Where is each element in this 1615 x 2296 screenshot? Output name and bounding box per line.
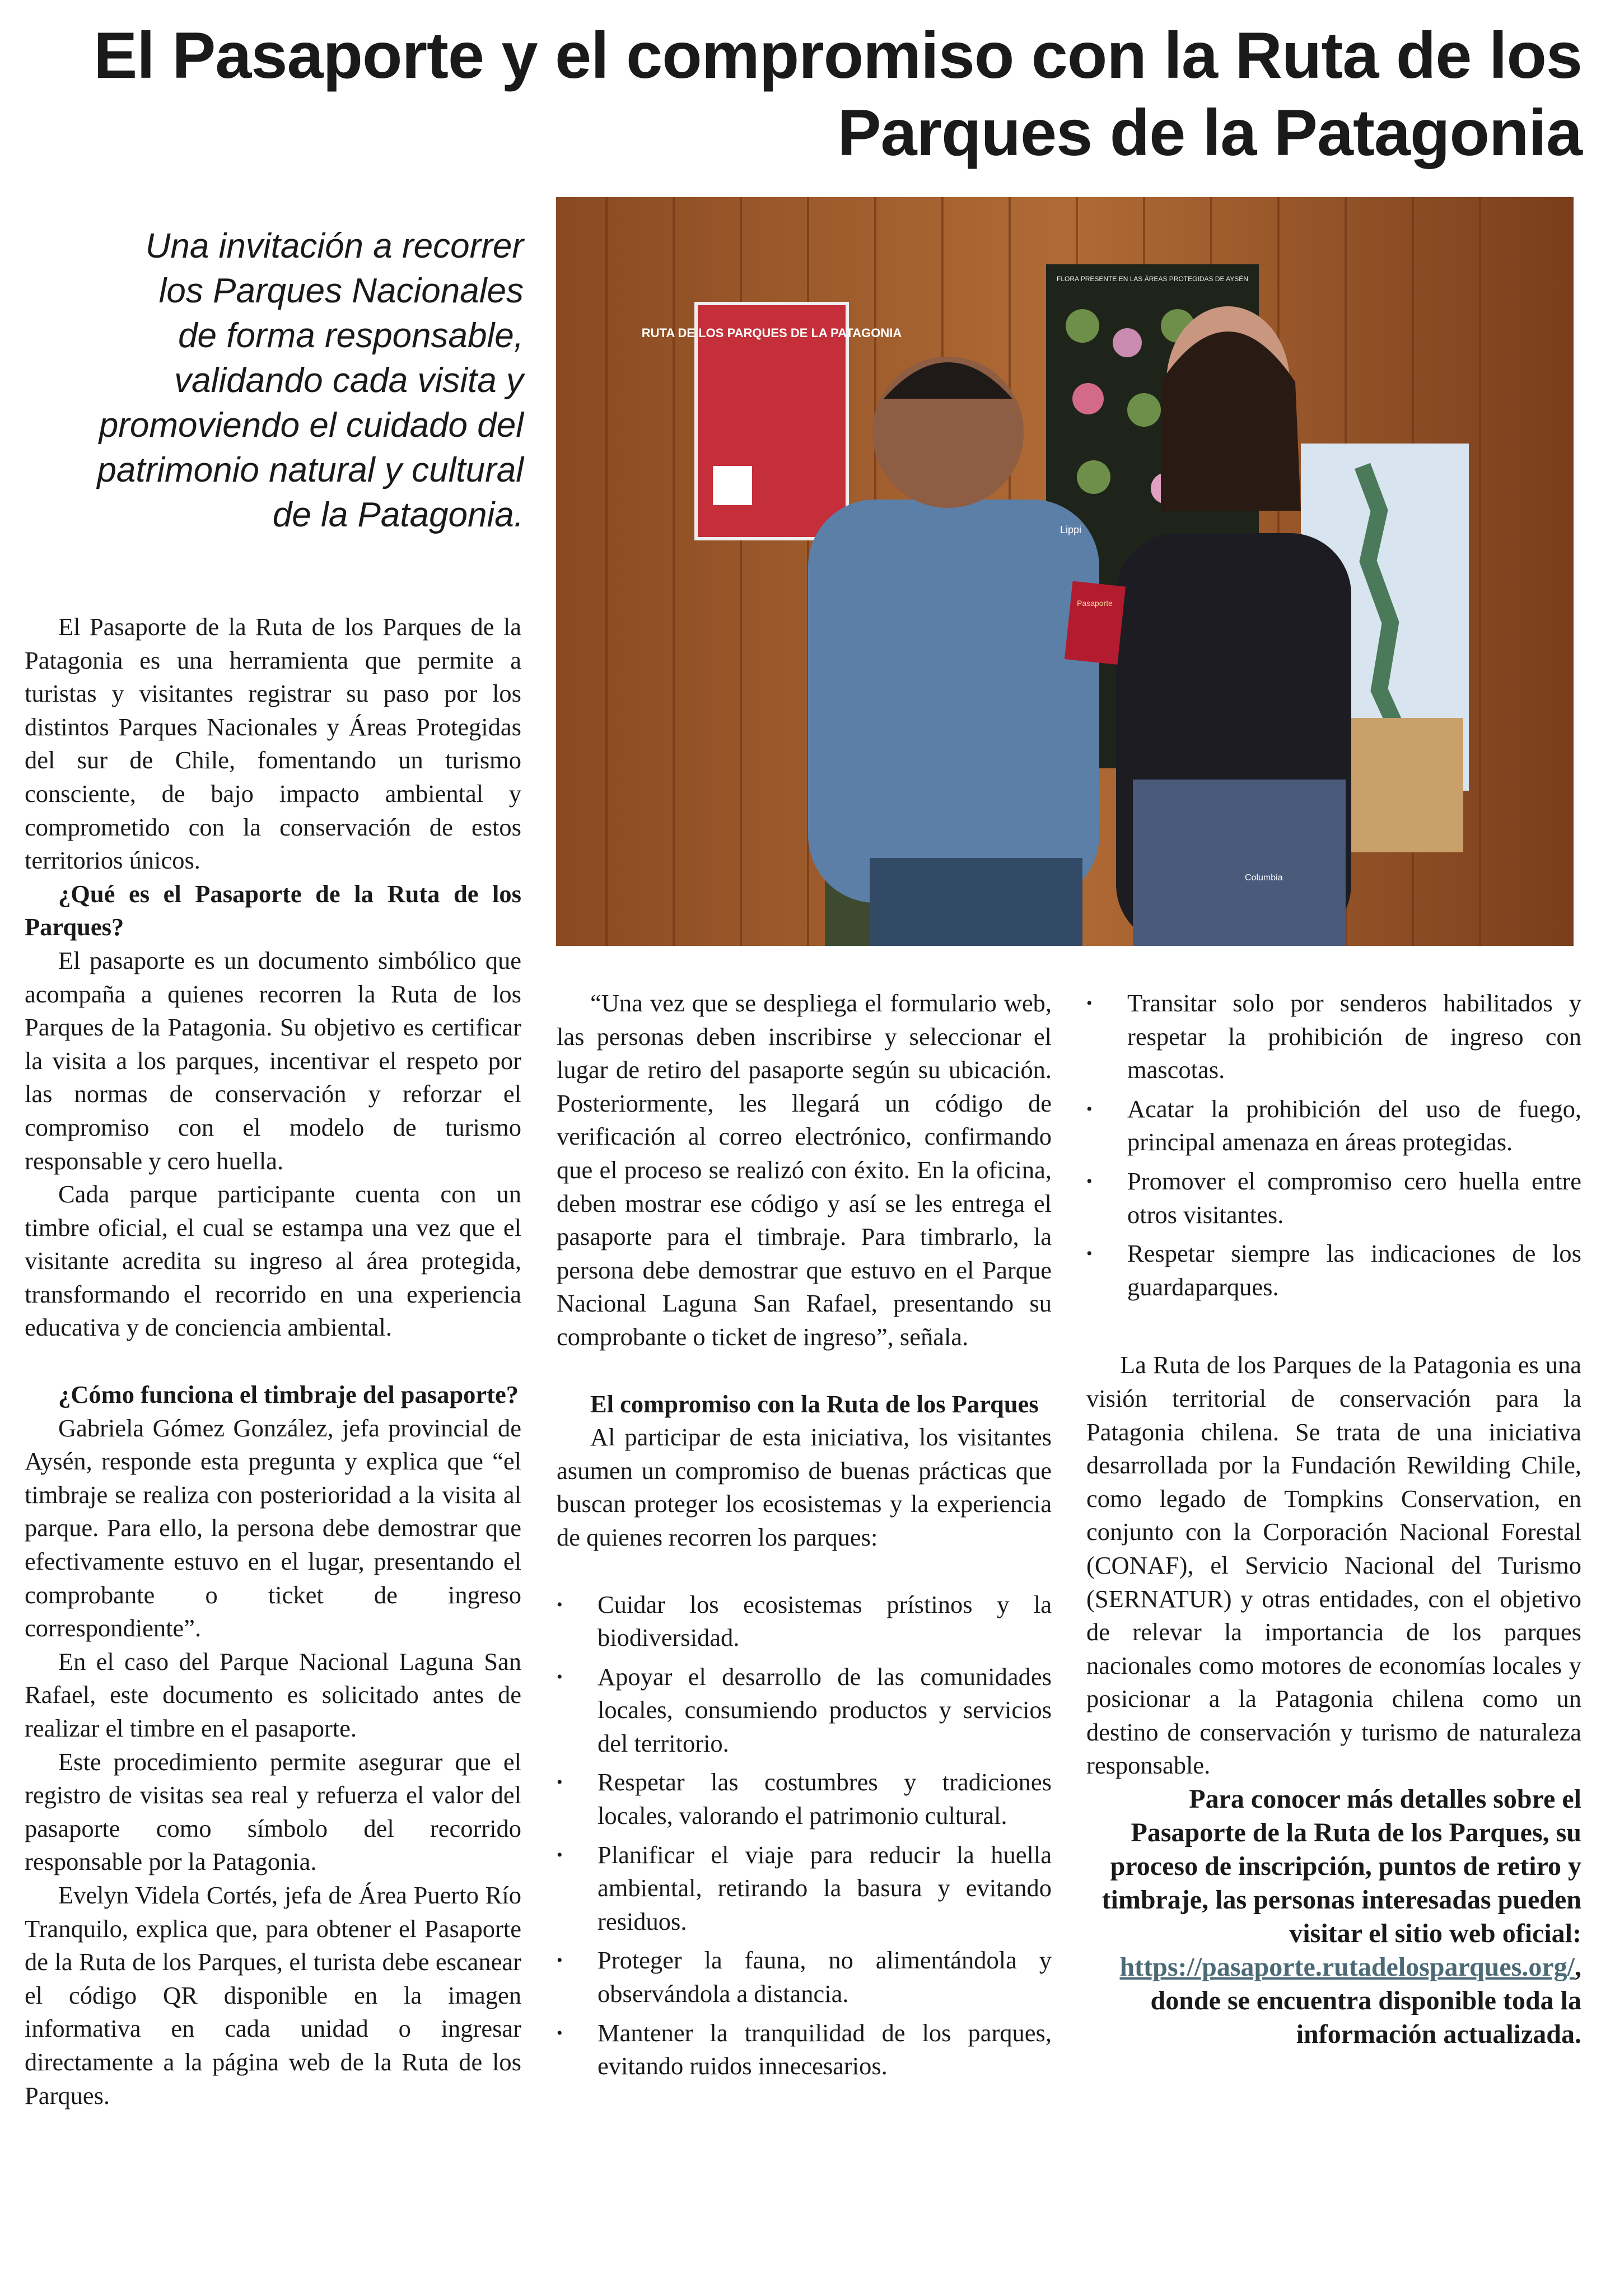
column-2 <box>557 987 1052 2089</box>
shirt-logo: Lippi <box>1060 524 1082 535</box>
list-item: • Mantener la tranquilidad de los parques, evitando ruidos innecesarios. <box>557 2017 1052 2083</box>
intro-paragraph: El Pasaporte de la Ruta de los Parques de la Patagonia es una herramienta que permite a turistas y visitantes registrar su paso por los distintos Parques Nacionales y Áreas Protegidas del sur de Chile, fomentando un turismo consciente, de bajo impacto ambiental y comprometido con la conservación de estos territorios únicos. <box>25 613 521 875</box>
lead-line: validando cada visita y <box>174 361 524 400</box>
qr-code <box>713 466 752 505</box>
passport-booklet <box>1065 581 1126 665</box>
paragraph: La Ruta de los Parques de la Patagonia es una visión territorial de conservación para la Patagonia chilena. Se trata de una iniciativa desarrollada por la Fundación Rewilding Chile, como legado de Tompkins Conservation, en conjunto con la Corporación Nacional Forestal (CONAF), el Servicio Nacional del Turismo (SERNATUR) y otras entidades, con el objetivo de relevar la importancia de los parques nacionales como motores de economías locales y posicionar a la Patagonia chilena como un destino de conservación y turismo de naturaleza responsable. <box>1086 1351 1581 1780</box>
article-photo <box>556 197 1574 946</box>
lead-line: de la Patagonia. <box>272 496 524 534</box>
quote-paragraph: “Una vez que se despliega el formulario web, las personas deben inscribirse y seleccionar el lugar de retiro del pasaporte según su ubicación. Posteriormente, les llegará un código de verificación al correo electrónico, confirmando que el proceso se realizó con éxito. En la oficina, deben mostrar ese código y así se les entrega el pasaporte para el timbraje. Para timbrarlo, la persona debe demostrar que estuvo en el Parque Nacional Laguna San Rafael, presentando su comprobante o ticket de ingreso”, señala. <box>557 989 1052 1351</box>
title-line-2: Parques de la Patagonia <box>837 96 1582 169</box>
passport-text: Pasaporte <box>1077 599 1113 608</box>
title-line-1: El Pasaporte y el compromiso con la Ruta de los <box>94 18 1582 92</box>
call-to-action <box>1086 1782 1581 2051</box>
paragraph: Al participar de esta iniciativa, los visitantes asumen un compromiso de buenas prácticas que buscan proteger los ecosistemas y la experiencia de quienes recorren los parques: <box>557 1423 1052 1551</box>
list-item: • Proteger la fauna, no alimentándola y observándola a distancia. <box>557 1944 1052 2010</box>
paragraph: Cada parque participante cuenta con un timbre oficial, el cual se estampa una vez que el visitante acredita su ingreso al área protegida, transformando el recorrido en una experiencia educativa y de conciencia ambiental. <box>25 1180 521 1342</box>
poster-text: FLORA PRESENTE EN LAS ÁREAS PROTEGIDAS DE AYSÉN <box>1057 275 1248 283</box>
website-link[interactable]: https://pasaporte.rutadelosparques.org/ <box>1119 1952 1575 1982</box>
list-item: • Planificar el viaje para reducir la huella ambiental, retirando la basura y evitando residuos. <box>557 1838 1052 1939</box>
list-item: • Cuidar los ecosistemas prístinos y la biodiversidad. <box>557 1588 1052 1655</box>
practices-list <box>557 1588 1052 2083</box>
lead-line: los Parques Nacionales <box>158 272 524 310</box>
lead-line: de forma responsable, <box>178 316 524 355</box>
list-item: • Respetar las costumbres y tradiciones locales, valorando el patrimonio cultural. <box>557 1766 1052 1832</box>
lead-subtitle <box>22 224 524 538</box>
section-heading-how-it-works: ¿Cómo funciona el timbraje del pasaporte? <box>58 1380 519 1409</box>
lead-line: patrimonio natural y cultural <box>97 451 524 489</box>
cta-text: Para conocer más detalles sobre el Pasaporte de la Ruta de los Parques, su proceso de inscripción, puntos de retiro y timbraje, las personas interesadas pueden visitar el sitio web oficial: <box>1101 1784 1581 1949</box>
list-item: • Promover el compromiso cero huella entre otros visitantes. <box>1086 1165 1581 1231</box>
list-item: • Transitar solo por senderos habilitados y respetar la prohibición de ingreso con mascotas. <box>1086 987 1581 1087</box>
paragraph: En el caso del Parque Nacional Laguna San Rafael, este documento es solicitado antes de realizar el timbre en el pasaporte. <box>25 1647 521 1742</box>
paragraph: Este procedimiento permite asegurar que el registro de visitas sea real y refuerza el valor del pasaporte como símbolo del recorrido responsable por la Patagonia. <box>25 1747 521 1876</box>
section-heading-commitment: El compromiso con la Ruta de los Parques <box>590 1389 1039 1418</box>
section-heading-what-is: ¿Qué es el Pasaporte de la Ruta de los Parques? <box>25 879 521 941</box>
list-item: • Respetar siempre las indicaciones de los guardaparques. <box>1086 1237 1581 1304</box>
column-1 <box>25 610 521 2112</box>
paragraph: Gabriela Gómez González, jefa provincial de Aysén, responde esta pregunta y explica que “el timbraje se realiza con posterioridad a la visita al parque. Para ello, la persona debe demostrar que efectivamente estuvo en el lugar, presentando el comprobante o ticket de ingreso correspondiente”. <box>25 1413 521 1642</box>
lead-line: Una invitación a recorrer <box>145 227 524 265</box>
practices-list-continued <box>1086 987 1581 1304</box>
photo-illustration <box>556 197 1574 946</box>
list-item: • Acatar la prohibición del uso de fuego, principal amenaza en áreas protegidas. <box>1086 1093 1581 1159</box>
paragraph: Evelyn Videla Cortés, jefa de Área Puerto Río Tranquilo, explica que, para obtener el Pasaporte de la Ruta de los Parques, el turista debe escanear el código QR disponible en la imagen informativa en cada unidad o ingresar directamente a la página web de la Ruta de los Parques. <box>25 1880 521 2110</box>
sign-text: RUTA DE LOS PARQUES DE LA PATAGONIA <box>641 326 902 340</box>
cta-text-end: , donde se encuentra disponible toda la información actualizada. <box>1150 1952 1581 2050</box>
page-title <box>22 17 1582 171</box>
lead-line: promoviendo el cuidado del <box>99 406 524 445</box>
column-3 <box>1086 987 1581 2051</box>
paragraph: El pasaporte es un documento simbólico que acompaña a quienes recorren la Ruta de los Parques de la Patagonia. Su objetivo es certificar la visita a los parques, incentivar el respeto por las normas de conservación y reforzar el compromiso con el modelo de turismo responsable y cero huella. <box>25 946 521 1175</box>
list-item: • Apoyar el desarrollo de las comunidades locales, consumiendo productos y servicios del territorio. <box>557 1660 1052 1761</box>
pants-logo: Columbia <box>1245 873 1283 883</box>
